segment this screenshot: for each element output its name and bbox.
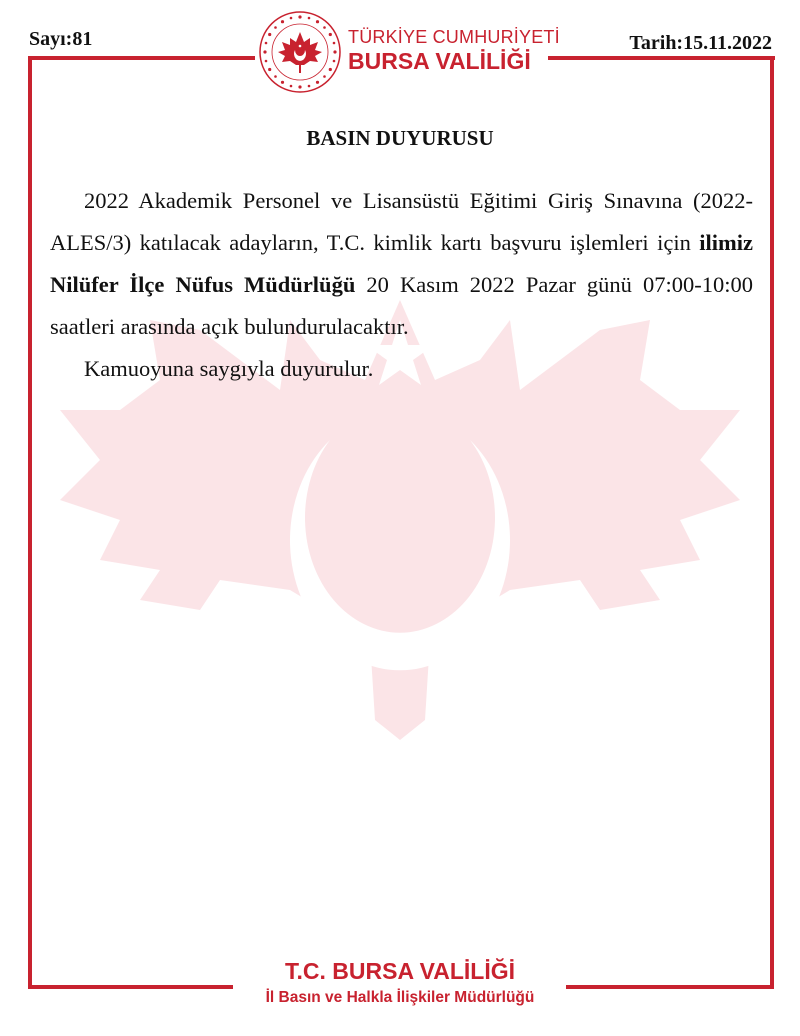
paragraph-bold-location: ilimiz Nilüfer İlçe Nüfus Müdürlüğü <box>50 230 753 297</box>
announcement-body <box>50 180 753 390</box>
document-number: Sayı:81 <box>29 28 93 50</box>
footer <box>0 958 800 1007</box>
brand-title <box>348 28 560 73</box>
paragraph-closing: Kamuoyuna saygıyla duyurulur. <box>84 356 374 381</box>
footer-title: T.C. BURSA VALİLİĞİ <box>285 958 515 984</box>
announcement-title: BASIN DUYURUSU <box>306 126 494 150</box>
frame-top-left <box>29 56 255 60</box>
brand-line-1: TÜRKİYE CUMHURİYETİ <box>348 27 560 47</box>
paragraph-main <box>50 180 753 348</box>
paragraph-text: 2022 Akademik Personel ve Lisansüstü Eğitimi Giriş Sınavına (2022-ALES/3) katılacak adayların, T.C. kimlik kartı başvuru işlemleri için <box>50 188 753 255</box>
frame-right <box>770 56 774 987</box>
footer-subtitle: İl Basın ve Halkla İlişkiler Müdürlüğü <box>265 989 535 1006</box>
frame-top-right <box>548 56 775 60</box>
brand-line-2: BURSA VALİLİĞİ <box>348 48 531 74</box>
emblem-icon <box>258 10 342 94</box>
paragraph-text-continued: 20 Kasım 2022 Pazar günü 07:00-10:00 saatleri arasında açık bulundurulacaktır. <box>50 272 753 339</box>
frame-left <box>28 56 32 987</box>
document-date: Tarih:15.11.2022 <box>629 32 772 54</box>
